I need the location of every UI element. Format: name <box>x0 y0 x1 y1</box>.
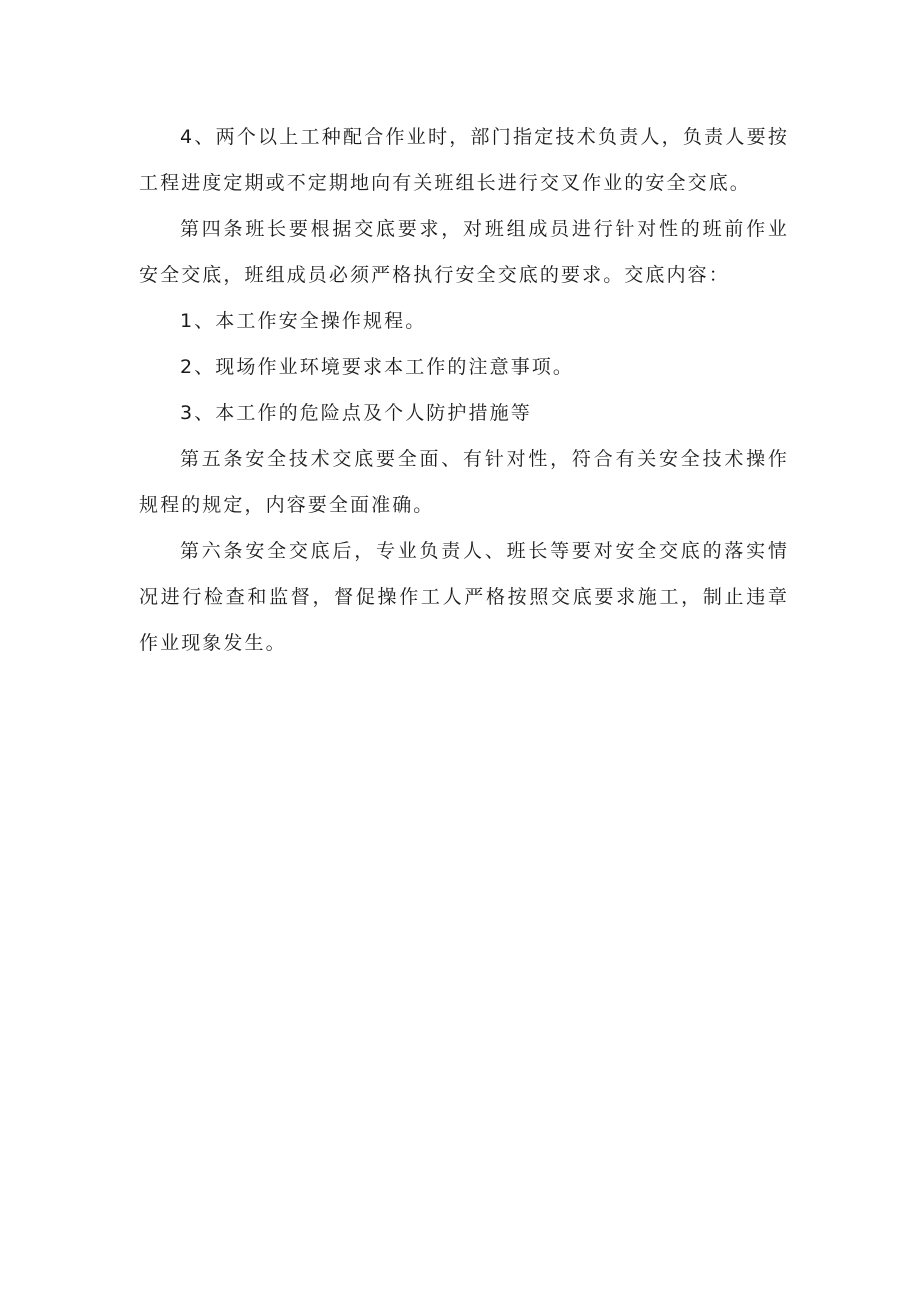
paragraph-article-6: 第六条安全交底后，专业负责人、班长等要对安全交底的落实情况进行检查和监督，督促操作工人严格按照交底要求施工，制止违章作业现象发生。 <box>139 540 789 654</box>
paragraph-list-item-1: 1、本工作安全操作规程。 <box>180 310 427 332</box>
document-body <box>139 114 789 666</box>
paragraph-list-item-2: 2、现场作业环境要求本工作的注意事项。 <box>180 356 574 378</box>
paragraph-item-4: 4、两个以上工种配合作业时，部门指定技术负责人，负责人要按工程进度定期或不定期地向有关班组长进行交叉作业的安全交底。 <box>139 126 789 194</box>
paragraph-article-4: 第四条班长要根据交底要求，对班组成员进行针对性的班前作业安全交底，班组成员必须严格执行安全交底的要求。交底内容： <box>139 218 789 286</box>
paragraph-list-item-3: 3、本工作的危险点及个人防护措施等 <box>180 402 532 424</box>
paragraph-article-5: 第五条安全技术交底要全面、有针对性，符合有关安全技术操作规程的规定，内容要全面准确。 <box>139 448 789 516</box>
